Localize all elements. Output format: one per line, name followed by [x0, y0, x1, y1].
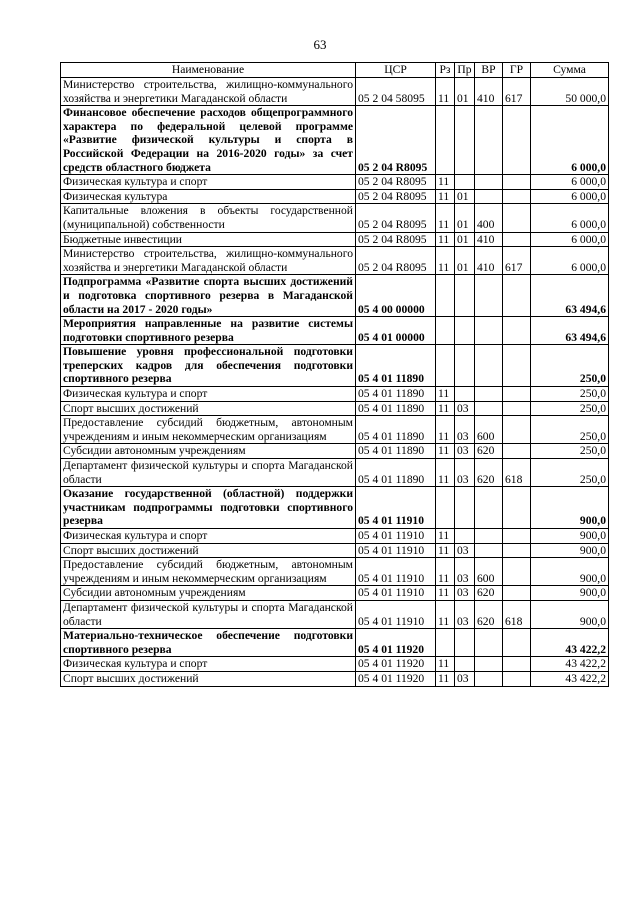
cell-pr: [455, 275, 475, 317]
cell-gr: [503, 558, 531, 586]
table-row: [61, 444, 609, 459]
cell-gr: [503, 543, 531, 558]
table-row: [61, 657, 609, 672]
cell-rz: 11: [436, 444, 455, 459]
cell-vr: 600: [475, 416, 503, 444]
cell-gr: [503, 586, 531, 601]
header-vr: ВР: [475, 63, 503, 78]
cell-csr: 05 4 01 11920: [356, 629, 436, 657]
table-row: [61, 189, 609, 204]
cell-sum: 50 000,0: [531, 78, 609, 106]
cell-gr: 618: [503, 600, 531, 628]
cell-pr: 01: [455, 232, 475, 247]
header-gr: ГР: [503, 63, 531, 78]
cell-vr: [475, 487, 503, 529]
cell-pr: [455, 529, 475, 544]
cell-gr: [503, 657, 531, 672]
table-row: [61, 78, 609, 106]
cell-vr: 410: [475, 232, 503, 247]
cell-pr: 03: [455, 444, 475, 459]
cell-csr: 05 4 01 11910: [356, 529, 436, 544]
cell-pr: 01: [455, 204, 475, 232]
table-row: [61, 459, 609, 487]
cell-gr: [503, 175, 531, 190]
cell-gr: [503, 671, 531, 686]
header-row: [61, 63, 609, 78]
cell-rz: 11: [436, 586, 455, 601]
budget-table: [60, 62, 609, 687]
cell-rz: 11: [436, 247, 455, 275]
cell-gr: 618: [503, 459, 531, 487]
cell-rz: 11: [436, 459, 455, 487]
cell-sum: 250,0: [531, 444, 609, 459]
cell-name: Департамент физической культуры и спорта Магаданской области: [61, 600, 356, 628]
cell-sum: 6 000,0: [531, 204, 609, 232]
cell-pr: [455, 175, 475, 190]
cell-sum: 6 000,0: [531, 189, 609, 204]
cell-vr: 600: [475, 558, 503, 586]
cell-vr: [475, 671, 503, 686]
cell-csr: 05 2 04 R8095: [356, 189, 436, 204]
cell-csr: 05 4 01 11910: [356, 586, 436, 601]
cell-pr: 03: [455, 558, 475, 586]
header-name: Наименование: [61, 63, 356, 78]
cell-pr: [455, 387, 475, 402]
cell-csr: 05 4 01 11890: [356, 387, 436, 402]
table-row: [61, 401, 609, 416]
cell-pr: [455, 657, 475, 672]
cell-sum: 43 422,2: [531, 671, 609, 686]
cell-pr: 03: [455, 671, 475, 686]
cell-rz: 11: [436, 189, 455, 204]
cell-pr: 01: [455, 78, 475, 106]
cell-csr: 05 4 01 11890: [356, 416, 436, 444]
table-row: [61, 487, 609, 529]
cell-csr: 05 2 04 R8095: [356, 232, 436, 247]
table-row: [61, 671, 609, 686]
cell-csr: 05 2 04 R8095: [356, 247, 436, 275]
cell-vr: [475, 543, 503, 558]
cell-rz: 11: [436, 529, 455, 544]
page-number: 63: [313, 37, 327, 52]
cell-sum: 250,0: [531, 416, 609, 444]
cell-sum: 6 000,0: [531, 232, 609, 247]
cell-csr: 05 4 01 11920: [356, 671, 436, 686]
cell-sum: 900,0: [531, 586, 609, 601]
cell-csr: 05 4 01 00000: [356, 317, 436, 345]
cell-rz: 11: [436, 204, 455, 232]
cell-gr: [503, 345, 531, 387]
cell-pr: [455, 629, 475, 657]
cell-sum: 900,0: [531, 558, 609, 586]
cell-sum: 6 000,0: [531, 247, 609, 275]
cell-vr: [475, 657, 503, 672]
cell-name: Министерство строительства, жилищно-коммунального хозяйства и энергетики Магаданской области: [61, 247, 356, 275]
cell-pr: [455, 106, 475, 175]
table-row: [61, 529, 609, 544]
cell-gr: [503, 204, 531, 232]
cell-rz: 11: [436, 232, 455, 247]
cell-rz: 11: [436, 671, 455, 686]
cell-name: Физическая культура и спорт: [61, 657, 356, 672]
cell-csr: 05 4 01 11910: [356, 558, 436, 586]
table-row: [61, 387, 609, 402]
cell-sum: 250,0: [531, 387, 609, 402]
cell-csr: 05 4 01 11910: [356, 543, 436, 558]
cell-pr: [455, 317, 475, 345]
cell-name: Подпрограмма «Развитие спорта высших достижений и подготовка спортивного резерва в Магаданской области на 2017 - 2020 годы»: [61, 275, 356, 317]
cell-csr: 05 2 04 R8095: [356, 106, 436, 175]
cell-gr: 617: [503, 247, 531, 275]
cell-sum: 250,0: [531, 345, 609, 387]
cell-rz: [436, 345, 455, 387]
cell-vr: [475, 106, 503, 175]
cell-rz: [436, 317, 455, 345]
cell-sum: 6 000,0: [531, 175, 609, 190]
cell-pr: 01: [455, 189, 475, 204]
cell-vr: [475, 401, 503, 416]
cell-name: Спорт высших достижений: [61, 671, 356, 686]
table-row: [61, 317, 609, 345]
cell-pr: 03: [455, 543, 475, 558]
cell-csr: 05 4 00 00000: [356, 275, 436, 317]
header-csr: ЦСР: [356, 63, 436, 78]
cell-rz: 11: [436, 401, 455, 416]
cell-vr: 410: [475, 78, 503, 106]
cell-name: Министерство строительства, жилищно-коммунального хозяйства и энергетики Магаданской области: [61, 78, 356, 106]
cell-pr: 03: [455, 459, 475, 487]
cell-name: Капитальные вложения в объекты государственной (муниципальной) собственности: [61, 204, 356, 232]
cell-pr: [455, 487, 475, 529]
cell-vr: 620: [475, 586, 503, 601]
cell-rz: 11: [436, 543, 455, 558]
cell-vr: 620: [475, 459, 503, 487]
cell-name: Физическая культура и спорт: [61, 529, 356, 544]
cell-vr: 620: [475, 444, 503, 459]
cell-gr: [503, 444, 531, 459]
cell-vr: [475, 317, 503, 345]
cell-csr: 05 4 01 11890: [356, 401, 436, 416]
cell-sum: 43 422,2: [531, 629, 609, 657]
cell-sum: 43 422,2: [531, 657, 609, 672]
cell-rz: [436, 106, 455, 175]
cell-vr: 620: [475, 600, 503, 628]
table-row: [61, 543, 609, 558]
header-rz: Рз: [436, 63, 455, 78]
cell-gr: [503, 629, 531, 657]
cell-name: Спорт высших достижений: [61, 401, 356, 416]
cell-pr: 03: [455, 401, 475, 416]
cell-sum: 63 494,6: [531, 317, 609, 345]
cell-name: Спорт высших достижений: [61, 543, 356, 558]
cell-sum: 900,0: [531, 543, 609, 558]
cell-csr: 05 2 04 R8095: [356, 204, 436, 232]
table-row: [61, 416, 609, 444]
cell-pr: 03: [455, 600, 475, 628]
cell-name: Физическая культура: [61, 189, 356, 204]
cell-gr: [503, 106, 531, 175]
cell-csr: 05 4 01 11920: [356, 657, 436, 672]
cell-csr: 05 4 01 11890: [356, 459, 436, 487]
cell-vr: [475, 629, 503, 657]
cell-csr: 05 4 01 11890: [356, 444, 436, 459]
cell-vr: 400: [475, 204, 503, 232]
cell-vr: [475, 175, 503, 190]
cell-rz: [436, 487, 455, 529]
cell-name: Субсидии автономным учреждениям: [61, 586, 356, 601]
cell-rz: 11: [436, 558, 455, 586]
cell-vr: [475, 387, 503, 402]
cell-rz: [436, 629, 455, 657]
cell-rz: [436, 275, 455, 317]
table-row: [61, 232, 609, 247]
cell-pr: 03: [455, 416, 475, 444]
cell-gr: [503, 529, 531, 544]
cell-rz: 11: [436, 78, 455, 106]
cell-csr: 05 2 04 58095: [356, 78, 436, 106]
cell-vr: [475, 275, 503, 317]
table-row: [61, 175, 609, 190]
cell-gr: [503, 401, 531, 416]
cell-name: Материально-техническое обеспечение подготовки спортивного резерва: [61, 629, 356, 657]
cell-rz: 11: [436, 175, 455, 190]
cell-name: Повышение уровня профессиональной подготовки треперских кадров для обеспечения подготовки спортивного резерва: [61, 345, 356, 387]
table-row: [61, 106, 609, 175]
header-sum: Сумма: [531, 63, 609, 78]
cell-rz: 11: [436, 600, 455, 628]
cell-rz: 11: [436, 657, 455, 672]
cell-pr: [455, 345, 475, 387]
cell-name: Предоставление субсидий бюджетным, автономным учреждениям и иным некоммерческим организациям: [61, 416, 356, 444]
cell-sum: 250,0: [531, 401, 609, 416]
cell-gr: [503, 416, 531, 444]
cell-name: Мероприятия направленные на развитие системы подготовки спортивного резерва: [61, 317, 356, 345]
table-row: [61, 629, 609, 657]
cell-gr: 617: [503, 78, 531, 106]
cell-gr: [503, 387, 531, 402]
cell-gr: [503, 275, 531, 317]
cell-gr: [503, 487, 531, 529]
cell-rz: 11: [436, 387, 455, 402]
cell-rz: 11: [436, 416, 455, 444]
cell-sum: 900,0: [531, 529, 609, 544]
cell-pr: 03: [455, 586, 475, 601]
table-row: [61, 247, 609, 275]
cell-gr: [503, 189, 531, 204]
cell-csr: 05 4 01 11910: [356, 487, 436, 529]
cell-sum: 900,0: [531, 600, 609, 628]
cell-name: Финансовое обеспечение расходов общепрограммного характера по федеральной целевой программе «Развитие физической культуры и спорта в Российской Федерации на 2016-2020 годы» за счет средств областного бюджета: [61, 106, 356, 175]
cell-sum: 250,0: [531, 459, 609, 487]
cell-sum: 6 000,0: [531, 106, 609, 175]
cell-csr: 05 2 04 R8095: [356, 175, 436, 190]
cell-gr: [503, 232, 531, 247]
cell-sum: 63 494,6: [531, 275, 609, 317]
cell-gr: [503, 317, 531, 345]
cell-csr: 05 4 01 11910: [356, 600, 436, 628]
cell-pr: 01: [455, 247, 475, 275]
cell-csr: 05 4 01 11890: [356, 345, 436, 387]
cell-name: Бюджетные инвестиции: [61, 232, 356, 247]
cell-sum: 900,0: [531, 487, 609, 529]
cell-vr: [475, 189, 503, 204]
header-pr: Пр: [455, 63, 475, 78]
cell-name: Субсидии автономным учреждениям: [61, 444, 356, 459]
cell-vr: [475, 345, 503, 387]
table-row: [61, 600, 609, 628]
table-row: [61, 204, 609, 232]
table-row: [61, 586, 609, 601]
cell-name: Физическая культура и спорт: [61, 387, 356, 402]
cell-name: Департамент физической культуры и спорта Магаданской области: [61, 459, 356, 487]
cell-name: Оказание государственной (областной) поддержки участникам подпрограммы подготовки спортивного резерва: [61, 487, 356, 529]
table-row: [61, 275, 609, 317]
cell-name: Предоставление субсидий бюджетным, автономным учреждениям и иным некоммерческим организациям: [61, 558, 356, 586]
table-row: [61, 558, 609, 586]
cell-name: Физическая культура и спорт: [61, 175, 356, 190]
table-row: [61, 345, 609, 387]
cell-vr: 410: [475, 247, 503, 275]
cell-vr: [475, 529, 503, 544]
